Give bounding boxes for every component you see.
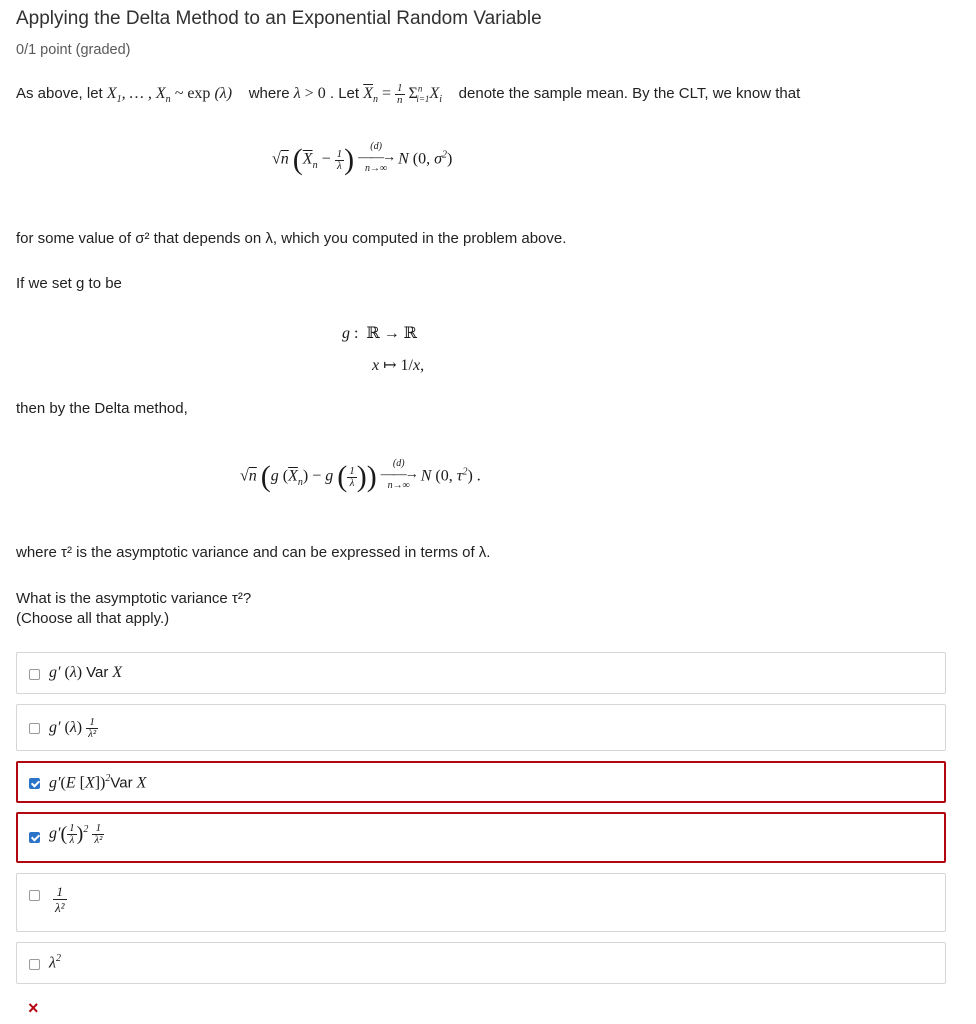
intro-math-3: $\overline{X}_n$ = $\frac{1}{n}$ $\Sigma^n_{i=1}X_i$	[363, 82, 442, 106]
set-g-text: If we set g to be	[16, 275, 122, 292]
choice-a-label: g′ (λ) Var X	[49, 664, 123, 681]
checkbox-c[interactable]	[29, 778, 40, 789]
tau-text: where τ² is the asymptotic variance and can be expressed in terms of λ.	[16, 544, 491, 561]
checkbox-d[interactable]	[29, 832, 40, 843]
choice-a[interactable]	[16, 652, 946, 694]
choice-b[interactable]	[16, 704, 946, 751]
choice-c-label: g′(E [X])$^2$Var X	[49, 773, 147, 792]
intro-text	[16, 83, 800, 106]
question-text: What is the asymptotic variance τ²?	[16, 590, 252, 607]
checkbox-a[interactable]	[29, 669, 40, 680]
choice-e[interactable]	[16, 873, 946, 932]
g-mapping: x ↦ 1/x,	[372, 357, 425, 374]
checkbox-f[interactable]	[29, 959, 40, 970]
checkbox-b[interactable]	[29, 723, 40, 734]
g-definition: g : ℝ → ℝ	[342, 325, 418, 342]
clt-equation: √n ($\overline{X}_n$ − $\frac{1}{\lambda}$ ) (d) ——→ n→∞ N (0, $\sigma^2$)	[272, 141, 453, 176]
intro-math-1: $X_1$, … , $X_n$ ~ exp (λ)	[106, 85, 233, 106]
choice-e-label: $\frac{1}{\text{λ²}}$	[55, 884, 65, 915]
choice-d-label: g′( $\frac{1}{\lambda}$ )$^2$ $\frac{1}{\text{λ²}}$	[49, 822, 103, 846]
choice-c[interactable]	[16, 761, 946, 803]
delta-method-text: then by the Delta method,	[16, 400, 188, 417]
intro-part-1: As above, let	[16, 85, 103, 103]
choice-d[interactable]	[16, 812, 946, 863]
instruction-text: (Choose all that apply.)	[16, 610, 170, 627]
choice-f-label: $\lambda^2$	[49, 953, 61, 972]
choice-f[interactable]	[16, 942, 946, 984]
choice-b-label: g′ (λ) $\frac{1}{\text{λ²}}$	[49, 716, 97, 740]
delta-equation: √n (g $(\overline{X}_n) - g$ ( $\frac{1}{\lambda}$ )) (d) ——→ n→∞ N (0, $\tau^2$) .	[240, 458, 481, 493]
intro-part-2: where	[248, 85, 290, 103]
sigma-text: for some value of σ² that depends on λ, which you computed in the problem above.	[16, 230, 567, 247]
incorrect-icon: ×	[28, 998, 39, 1018]
intro-part-4: denote the sample mean. By the CLT, we know that	[458, 85, 801, 103]
problem-title: Applying the Delta Method to an Exponential Random Variable	[16, 8, 542, 29]
points-label: 0/1 point (graded)	[16, 42, 131, 58]
intro-part-3: . Let	[329, 85, 360, 103]
checkbox-e[interactable]	[29, 890, 40, 901]
intro-math-2: λ > 0	[293, 85, 326, 103]
